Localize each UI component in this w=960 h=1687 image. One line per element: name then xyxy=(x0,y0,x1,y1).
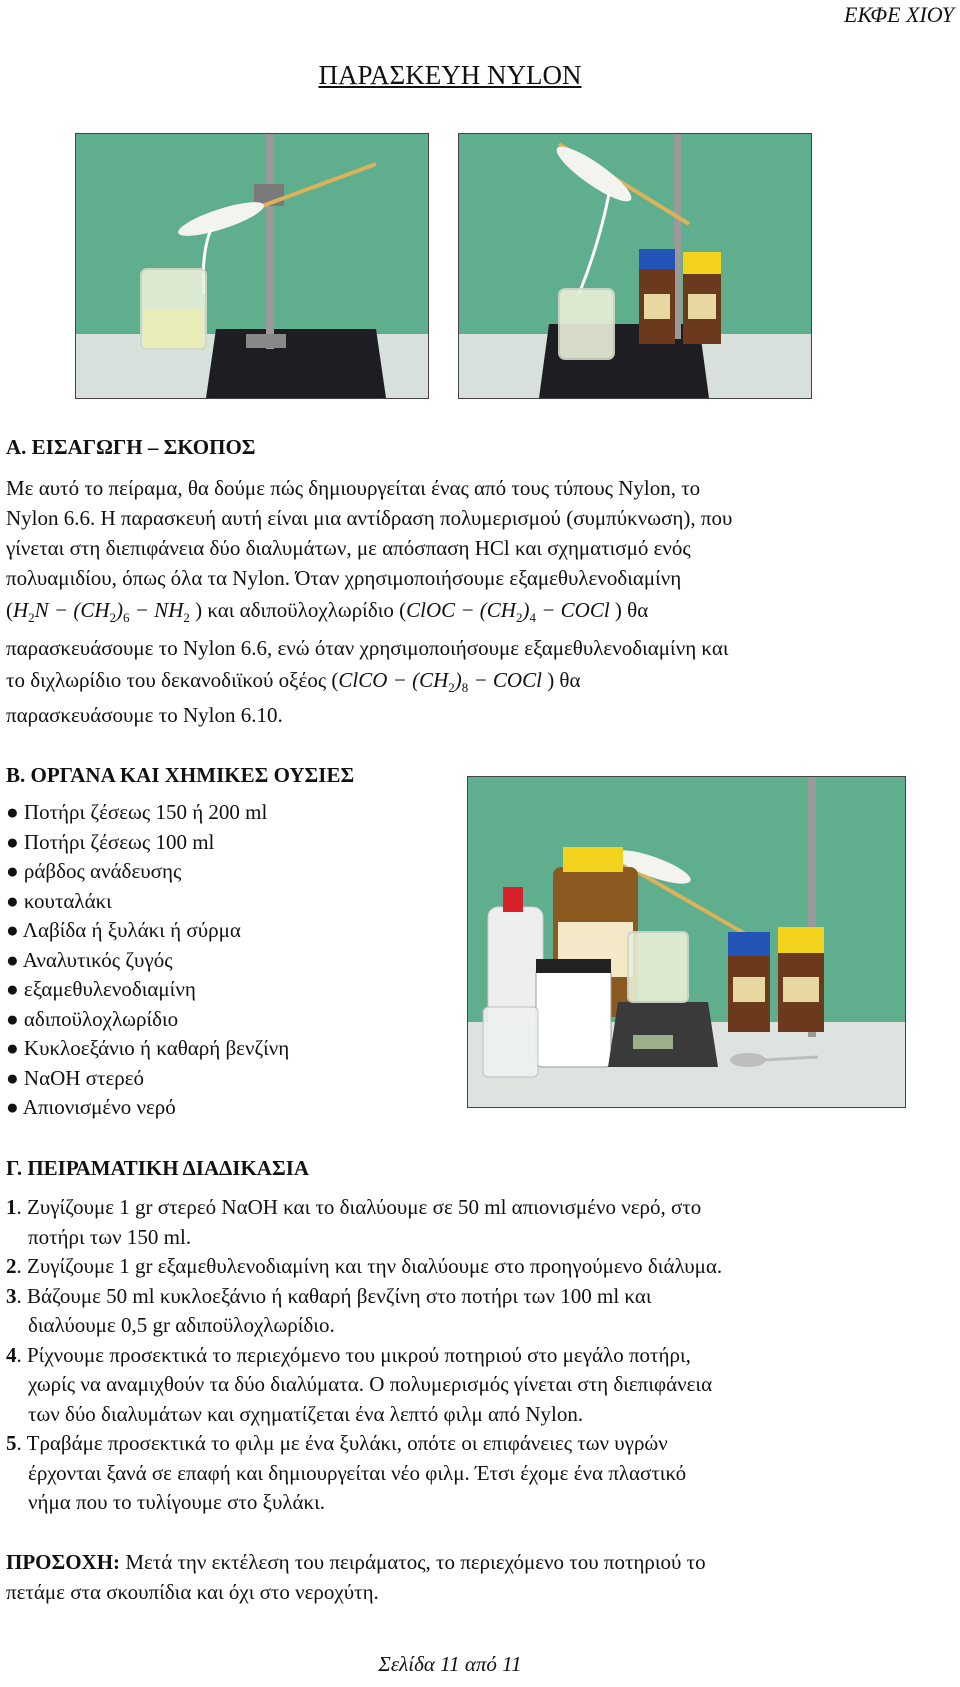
photo-nylon-with-bottles xyxy=(458,133,812,399)
step-5-cont-2: νήμα που το τυλίγουμε στο ξυλάκι. xyxy=(28,1490,326,1514)
intro-line-1: Με αυτό το πείραμα, θα δούμε πώς δημιουργείται ένας από τους τύπους Nylon, το xyxy=(6,476,701,500)
step-1: 1. Ζυγίζουμε 1 gr στερεό ΝαΟΗ και το διαλύουμε σε 50 ml απιονισμένο νερό, στο xyxy=(6,1195,702,1219)
photo-materials-setup xyxy=(467,776,906,1108)
intro-line-2: Nylon 6.6. Η παρασκευή αυτή είναι μια αντίδραση πολυμερισμού (συμπύκνωση), που xyxy=(6,506,733,530)
intro-line-3: γίνεται στη διεπιφάνεια δύο διαλυμάτων, με απόσπαση HCl και σχηματισμό ενός xyxy=(6,536,691,560)
formula-line-decanedioyl: το διχλωρίδιο του δεκανοδιϊκού οξέος (ClCO − $(CH_2)_8$ − COCl ) θα xyxy=(6,668,581,696)
section-b-heading: Β. ΟΡΓΑΝΑ ΚΑΙ ΧΗΜΙΚΕΣ ΟΥΣΙΕΣ xyxy=(6,763,355,787)
list-item: ● Απιονισμένο νερό xyxy=(6,1095,176,1119)
step-1-cont: ποτήρι των 150 ml. xyxy=(28,1224,192,1249)
list-item: ● αδιποϋλοχλωρίδιο xyxy=(6,1006,179,1031)
header-school-label: ΕΚΦΕ ΧΙΟΥ xyxy=(844,2,954,27)
step-4-cont-1: χωρίς να αναμιχθούν τα δύο διαλύματα. Ο πολυμερισμός γίνεται στη διεπιφάνεια xyxy=(28,1372,713,1396)
step-4: 4. Ρίχνουμε προσεκτικά το περιεχόμενο του μικρού ποτηριού στο μεγάλο ποτήρι, xyxy=(6,1342,691,1367)
list-item: ● ράβδος ανάδευσης xyxy=(6,859,182,883)
step-5: 5. Τραβάμε προσεκτικά το φιλμ με ένα ξυλάκι, οπότε οι επιφάνειες των υγρών xyxy=(6,1431,668,1455)
list-item: ● κουταλάκι xyxy=(6,888,112,913)
step-2: 2. Ζυγίζουμε 1 gr εξαμεθυλενοδιαμίνη και την διαλύουμε στο προηγούμενο διάλυμα. xyxy=(6,1254,723,1278)
list-item: ● εξαμεθυλενοδιαμίνη xyxy=(6,977,196,1001)
list-item: ● Ποτήρι ζέσεως 150 ή 200 ml xyxy=(6,800,268,824)
step-3-cont: διαλύουμε 0,5 gr αδιποϋλοχλωρίδιο. xyxy=(28,1313,335,1337)
caution-line-2: πετάμε στα σκουπίδια και όχι στο νεροχύτη. xyxy=(6,1580,379,1604)
materials-list xyxy=(6,800,289,1125)
procedure-steps xyxy=(6,1195,722,1520)
intro-line-6: παρασκευάσουμε το Nylon 6.6, ενώ όταν χρησιμοποιήσουμε εξαμεθυλενοδιαμίνη και xyxy=(6,636,729,660)
list-item: ● Κυκλοεξάνιο ή καθαρή βενζίνη xyxy=(6,1036,290,1060)
section-a-heading: Α. ΕΙΣΑΓΩΓΗ – ΣΚΟΠΟΣ xyxy=(6,435,256,459)
list-item: ● ΝαΟΗ στερεό xyxy=(6,1065,145,1090)
page-footer: Σελίδα 11 από 11 xyxy=(378,1652,522,1676)
photo-nylon-on-stand xyxy=(75,133,429,399)
list-item: ● Ποτήρι ζέσεως 100 ml xyxy=(6,829,215,854)
section-c-heading: Γ. ΠΕΙΡΑΜΑΤΙΚΗ ΔΙΑΔΙΚΑΣΙΑ xyxy=(6,1156,310,1180)
list-item: ● Λαβίδα ή ξυλάκι ή σύρμα xyxy=(6,918,241,942)
step-5-cont-1: έρχονται ξανά σε επαφή και δημιουργείται νέο φιλμ. Έτσι έχομε ένα πλαστικό xyxy=(28,1460,687,1485)
caution-line-1: ΠΡΟΣΟΧΗ: Μετά την εκτέλεση του πειράματος, το περιεχόμενο του ποτηριού το xyxy=(6,1550,706,1574)
list-item: ● Αναλυτικός ζυγός xyxy=(6,947,173,972)
intro-line-8: παρασκευάσουμε το Nylon 6.10. xyxy=(6,703,283,727)
intro-line-4: πολυαμιδίου, όπως όλα τα Nylon. Όταν χρησιμοποιήσουμε εξαμεθυλενοδιαμίνη xyxy=(6,566,682,590)
step-3: 3. Βάζουμε 50 ml κυκλοεξάνιο ή καθαρή βενζίνη στο ποτήρι των 100 ml και xyxy=(6,1283,652,1308)
step-4-cont-2: των δύο διαλυμάτων και σχηματίζεται ένα λεπτό φιλμ από Nylon. xyxy=(28,1401,584,1426)
formula-line-hexamethylenediamine: ($H_2N - (CH_2)_6 - NH_2$ ) και αδιποϋλοχλωρίδιο (ClOC − $(CH_2)_4$ − COCl ) θα xyxy=(6,598,649,626)
caution-label: ΠΡΟΣΟΧΗ: xyxy=(6,1550,121,1574)
page-title: ΠΑΡΑΣΚΕΥΗ NYLON xyxy=(318,60,582,90)
